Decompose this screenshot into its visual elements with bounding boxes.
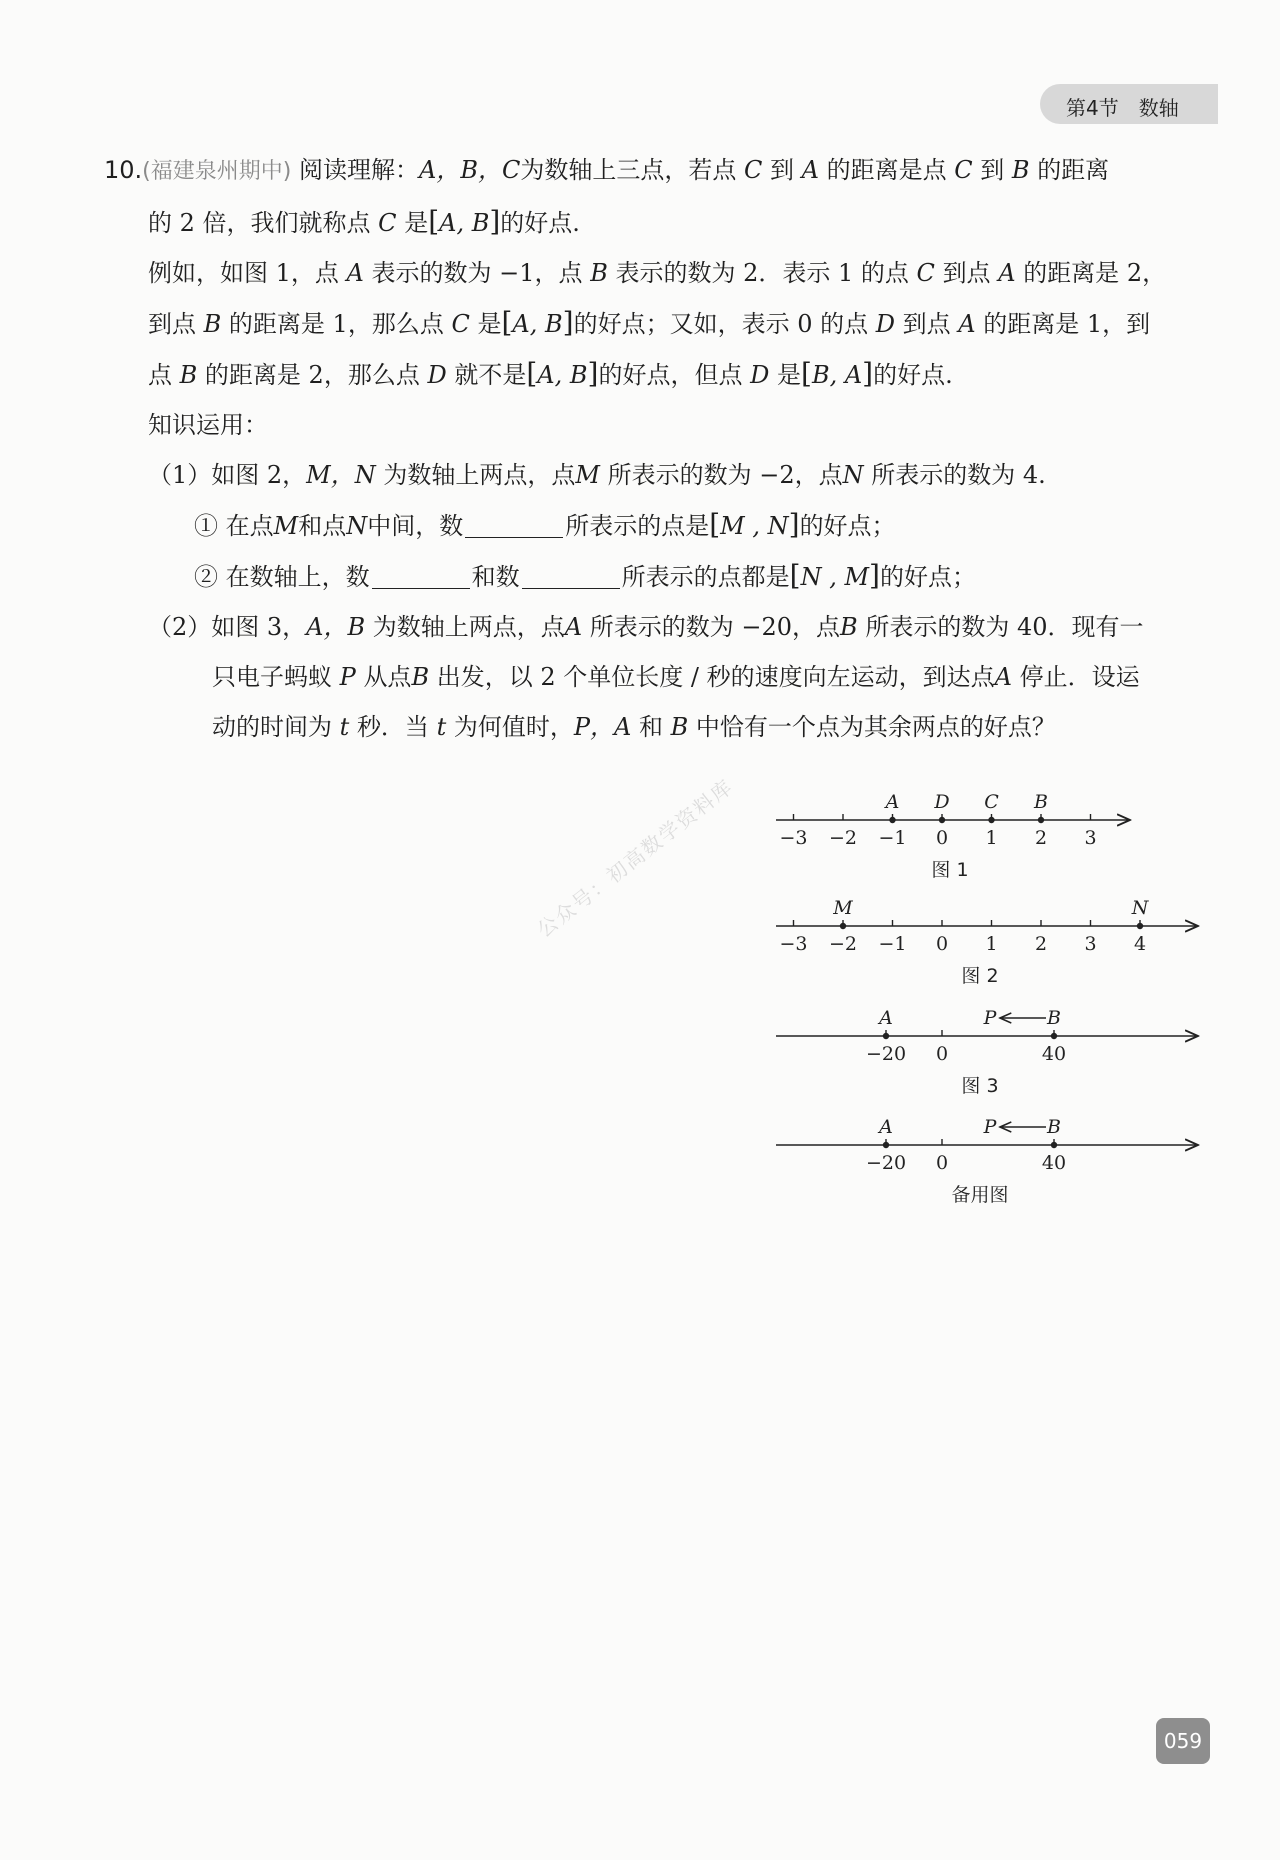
tick-label: 0	[935, 1043, 949, 1065]
text: 和	[639, 713, 663, 741]
var: A，B	[306, 613, 366, 641]
tick-label: −2	[828, 827, 858, 849]
tick-label: 4	[1133, 933, 1147, 955]
point-dot	[939, 817, 945, 823]
point-dot	[883, 1142, 889, 1148]
tick-label: 2	[1034, 827, 1048, 849]
var: D	[427, 361, 447, 389]
text: 中恰有一个点为其余两点的好点？	[695, 713, 1056, 741]
text: 表示的数为 2．表示 1 的点	[615, 259, 909, 287]
var: M	[575, 461, 600, 489]
bracket-left: [	[501, 306, 513, 339]
point-label: C	[984, 791, 999, 813]
text: 表示的数为 −1，点	[371, 259, 583, 287]
figure-2	[776, 897, 1198, 987]
bracket-left: [	[789, 559, 801, 592]
text: 的好点；	[799, 512, 896, 540]
watermark: 公众号：初高数学资料库	[532, 774, 738, 943]
text: ② 在数轴上，数	[194, 563, 370, 591]
point-label: D	[934, 791, 950, 813]
problem-source: (福建泉州期中)	[142, 159, 292, 184]
tick-label: −1	[878, 827, 907, 849]
text: 的距离是 2，	[1023, 259, 1167, 287]
interval: A, B	[537, 361, 588, 389]
bracket-right: ]	[587, 357, 599, 390]
text: 的距离	[1037, 156, 1110, 184]
question-1-part-2	[104, 551, 1204, 602]
var: t	[436, 713, 447, 741]
text: 的好点.	[873, 361, 953, 389]
text: 中间，数	[367, 512, 464, 540]
example-paragraph-2	[104, 298, 1204, 349]
point-dot	[1038, 817, 1044, 823]
var: D	[875, 310, 896, 338]
var: C	[378, 209, 397, 237]
var: B	[590, 259, 608, 287]
text: 和数	[471, 563, 520, 591]
figure-1	[776, 791, 1130, 881]
point-label: A	[879, 1116, 893, 1138]
text: 例如，如图 1，点	[148, 259, 339, 287]
bracket-right: ]	[788, 508, 800, 541]
text: 到点	[902, 310, 951, 338]
bracket-right: ]	[562, 306, 574, 339]
point-dot	[889, 817, 895, 823]
problem-paragraph-1-cont	[104, 197, 1204, 248]
answer-blank[interactable]	[372, 560, 470, 589]
text: 所表示的数为 −2，点	[607, 461, 843, 489]
tick-label: −3	[779, 933, 808, 955]
var: N	[842, 461, 864, 489]
number-line-figures	[770, 780, 1220, 1240]
tick-label: 0	[935, 933, 949, 955]
tick-label: 3	[1084, 933, 1097, 955]
moving-point-label: P	[983, 1116, 997, 1138]
problem-body	[104, 145, 1204, 752]
point-label: A	[885, 791, 900, 813]
text: 的好点；	[879, 563, 976, 591]
text: 的距离是 1，到	[983, 310, 1151, 338]
question-1	[104, 450, 1204, 500]
answer-blank[interactable]	[465, 509, 563, 538]
var: P	[339, 663, 356, 691]
bracket-left: [	[801, 357, 812, 390]
text: 阅读理解：	[298, 156, 419, 184]
var: A	[994, 663, 1012, 691]
point-label: B	[1047, 1116, 1061, 1138]
text: 为数轴上三点，若点	[520, 156, 737, 184]
text: 动的时间为	[212, 713, 332, 741]
bracket-right: ]	[489, 205, 501, 238]
var: t	[339, 713, 350, 741]
point-dot	[840, 923, 846, 929]
question-2-cont-2	[104, 702, 1204, 752]
text: 点	[148, 361, 172, 389]
bracket-right: ]	[869, 559, 880, 592]
bracket-right: ]	[862, 357, 874, 390]
var: B	[411, 663, 430, 691]
text: 所表示的数为 −20，点	[589, 613, 841, 641]
bracket-left: [	[709, 508, 721, 541]
tick-label: 0	[935, 827, 949, 849]
text: 是	[477, 310, 502, 338]
var: B	[670, 713, 689, 741]
var: M	[273, 512, 299, 540]
text: 到	[980, 156, 1005, 184]
text: 秒．当	[356, 713, 429, 741]
figure-caption: 图 3	[961, 1075, 999, 1097]
tick-label: 1	[985, 933, 998, 955]
tick-label: −3	[779, 827, 808, 849]
bracket-left: [	[526, 357, 538, 390]
text: 是	[404, 209, 429, 237]
var: C	[916, 259, 935, 287]
text: 为数轴上两点，点	[372, 613, 565, 641]
text: 为何值时，	[453, 713, 574, 741]
text: （1）如图 2，	[148, 461, 307, 489]
point-label: A	[879, 1007, 893, 1029]
text: （2）如图 3，	[148, 613, 307, 641]
section-tab-label: 第4节 数轴	[1066, 96, 1179, 120]
figure-backup	[776, 1116, 1198, 1206]
point-dot	[1051, 1033, 1057, 1039]
point-label: M	[833, 897, 853, 919]
var: C	[743, 156, 763, 184]
text: 所表示的点是	[565, 512, 710, 540]
interval: A, B	[512, 310, 563, 338]
point-label: N	[1131, 897, 1149, 919]
figure-3	[776, 1007, 1198, 1097]
tick-label: 40	[1041, 1043, 1067, 1065]
tick-label: 3	[1084, 827, 1097, 849]
var: C	[954, 156, 973, 184]
var: B	[840, 613, 858, 641]
var: A	[801, 156, 819, 184]
interval: A, B	[439, 209, 490, 237]
tick-label: 1	[985, 827, 998, 849]
text: 的好点.	[500, 209, 580, 237]
example-paragraph-3	[104, 349, 1204, 400]
figure-caption: 图 2	[961, 965, 999, 987]
text: 的好点；又如，表示 0 的点	[573, 310, 869, 338]
text: 的距离是点	[826, 156, 947, 184]
text: 到点	[942, 259, 991, 287]
text: 和点	[298, 512, 347, 540]
text: 的距离是 2，那么点	[204, 361, 420, 389]
text: 的 2 倍，我们就称点	[148, 209, 371, 237]
var: A	[346, 259, 364, 287]
question-2	[104, 602, 1204, 652]
var: B	[1011, 156, 1030, 184]
tick-label: 0	[935, 1152, 949, 1174]
answer-blank[interactable]	[522, 560, 620, 589]
tick-label: 2	[1034, 933, 1048, 955]
problem-number: 10.	[104, 156, 143, 184]
question-2-cont	[104, 652, 1204, 702]
var: M，N	[306, 461, 376, 489]
text: 所表示的点都是	[621, 563, 790, 591]
figure-caption: 图 1	[931, 859, 969, 881]
text: 是	[777, 361, 801, 389]
var: D	[750, 361, 770, 389]
var: B	[203, 310, 222, 338]
page-number: 059	[1156, 1718, 1210, 1764]
var: A	[958, 310, 976, 338]
text: 所表示的数为 40．现有一	[865, 613, 1144, 641]
text: 到	[769, 156, 794, 184]
example-paragraph	[104, 248, 1204, 298]
var: A	[564, 613, 583, 641]
var: C	[451, 310, 470, 338]
problem-paragraph-1	[104, 145, 1204, 197]
knowledge-heading: 知识运用：	[148, 411, 268, 439]
text: 停止．设运	[1019, 663, 1140, 691]
question-1-part-1	[104, 500, 1204, 551]
tick-label: −20	[865, 1152, 907, 1174]
tick-label: −2	[828, 933, 858, 955]
bracket-left: [	[428, 205, 440, 238]
point-dot	[883, 1033, 889, 1039]
var: P，A	[573, 713, 632, 741]
var: N	[346, 512, 368, 540]
interval: N , M	[800, 563, 870, 591]
text: 只电子蚂蚁	[212, 663, 332, 691]
text: 所表示的数为 4.	[871, 461, 1046, 489]
tick-label: 40	[1041, 1152, 1067, 1174]
text: 就不是	[454, 361, 527, 389]
section-tab	[1040, 84, 1218, 124]
text: 的距离是 1，那么点	[228, 310, 444, 338]
text: 的好点，但点	[598, 361, 743, 389]
point-dot	[988, 817, 994, 823]
point-dot	[1051, 1142, 1057, 1148]
text: ① 在点	[194, 512, 274, 540]
point-dot	[1137, 923, 1143, 929]
var: A，B，C	[418, 156, 521, 184]
text: 出发，以 2 个单位长度 / 秒的速度向左运动，到达点	[436, 663, 995, 691]
text: 从点	[363, 663, 412, 691]
point-label: B	[1034, 791, 1048, 813]
tick-label: −1	[878, 933, 907, 955]
interval: M , N	[720, 512, 789, 540]
var: B	[179, 361, 198, 389]
interval: B, A	[811, 361, 863, 389]
text: 到点	[148, 310, 196, 338]
tick-label: −20	[865, 1043, 907, 1065]
text: 为数轴上两点，点	[383, 461, 576, 489]
moving-point-label: P	[983, 1007, 997, 1029]
var: A	[998, 259, 1016, 287]
point-label: B	[1047, 1007, 1061, 1029]
figure-caption: 备用图	[951, 1184, 1009, 1206]
